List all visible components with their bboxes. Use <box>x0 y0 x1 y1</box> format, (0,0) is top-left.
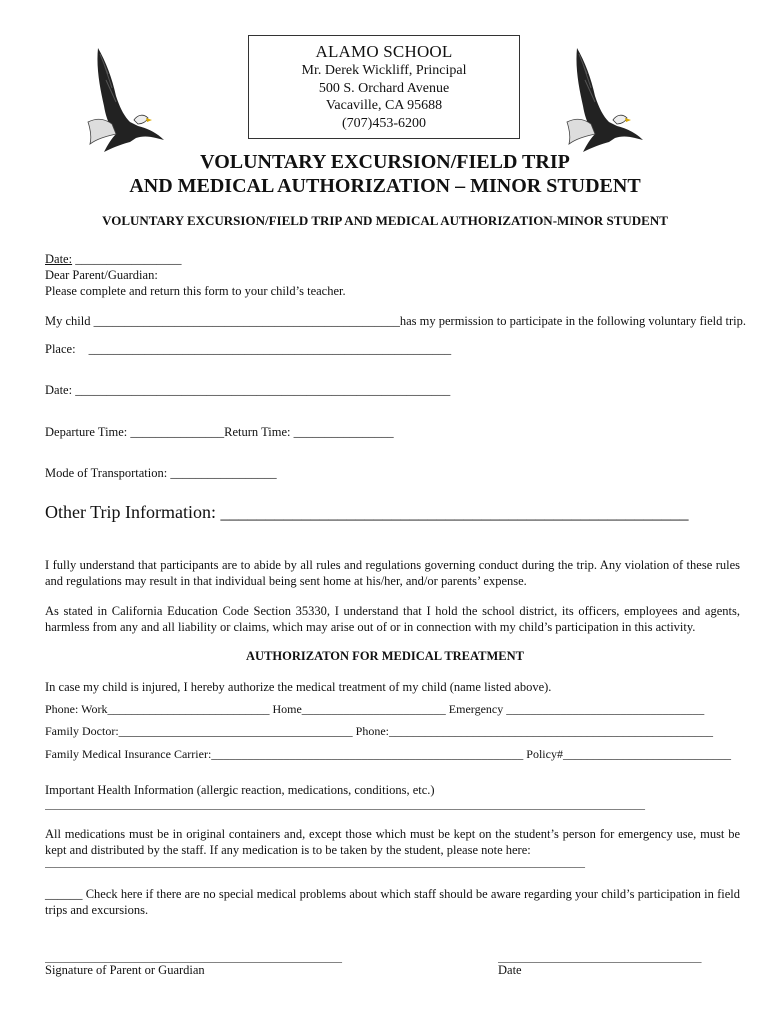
school-street: 500 S. Orchard Avenue <box>318 80 450 96</box>
signature-label: Signature of Parent or Guardian <box>45 963 205 977</box>
departure-time-field[interactable]: Departure Time: _______________Return Time: <box>45 425 291 439</box>
insurance-fields-row[interactable]: Family Medical Insurance Carrier:____________________________________________________ Policy#____________________________ <box>45 747 731 761</box>
medications-field[interactable]: ____________________________________________________________________________________________________________ <box>45 858 585 869</box>
transportation-field[interactable]: Mode of Transportation: _________________ <box>45 466 277 480</box>
education-code-paragraph: As stated in California Education Code Section 35330, I understand that I hold the school district, its officers, employees and agents, harmless from any and all liability or claims, which may arise out of or in connection with my child’s participation in this activity. <box>45 604 740 634</box>
doctor-fields-row[interactable]: Family Doctor:_______________________________________ Phone:______________________________________________________ <box>45 724 713 738</box>
trip-date-label: Date: <box>45 383 73 397</box>
rules-paragraph: I fully understand that participants are to abide by all rules and regulations governing conduct during the trip. Any violation of these rules and regulations may result in that individual being sent home at his/her, and/or parents’ expense. <box>45 558 740 588</box>
other-trip-info-field[interactable]: Other Trip Information: ____________________________________________________ <box>45 502 689 522</box>
trip-date-field[interactable]: ____________________________________________________________ <box>75 383 451 397</box>
health-info-field[interactable]: ________________________________________________________________________________________________________________________ <box>45 800 645 811</box>
trip-date-row <box>45 382 450 398</box>
return-time-field[interactable]: ________________ <box>293 425 394 439</box>
signature-line[interactable]: ______________________________________________________ <box>45 952 342 964</box>
place-label: Place: <box>45 342 76 356</box>
form-title-line2: AND MEDICAL AUTHORIZATION – MINOR STUDENT <box>129 175 641 197</box>
phone-fields-row[interactable]: Phone: Work___________________________ Home________________________ Emergency _________________________________ <box>45 702 705 716</box>
intro-date-field[interactable]: _________________ <box>75 252 182 266</box>
medications-paragraph: All medications must be in original containers and, except those which must be kept on the student’s person for emergency use, must be kept and distributed by the staff. If any medication is to be taken by the student, please note here: <box>45 827 740 857</box>
medical-heading: AUTHORIZATON FOR MEDICAL TREATMENT <box>246 649 524 663</box>
school-phone: (707)453-6200 <box>342 115 426 131</box>
signature-date-label: Date <box>498 963 522 977</box>
greeting: Dear Parent/Guardian: <box>45 268 158 282</box>
signature-date-line[interactable]: _____________________________________ <box>498 952 702 964</box>
eagle-icon <box>565 44 647 154</box>
child-permission-line[interactable]: My child _________________________________________________has my permission to participate in the following voluntary field trip. <box>45 314 746 328</box>
school-city: Vacaville, CA 95688 <box>325 98 443 113</box>
injury-authorization: In case my child is injured, I hereby authorize the medical treatment of my child (name listed above). <box>45 680 552 694</box>
no-medical-problems-checkbox[interactable]: ______ Check here if there are no special medical problems about which staff should be aware regarding your child’s participation in field trips and excursions. <box>45 887 740 917</box>
time-row <box>45 424 394 440</box>
eagle-icon <box>86 44 168 154</box>
intro-date-label: Date: <box>45 252 73 266</box>
place-row <box>45 341 451 357</box>
principal-name: Mr. Derek Wickliff, Principal <box>301 63 467 78</box>
form-title-line1: VOLUNTARY EXCURSION/FIELD TRIP <box>200 151 570 173</box>
intro-date <box>45 251 181 267</box>
health-info-label: Important Health Information (allergic reaction, medications, conditions, etc.) <box>45 783 435 797</box>
form-subtitle: VOLUNTARY EXCURSION/FIELD TRIP AND MEDICAL AUTHORIZATION-MINOR STUDENT <box>102 213 668 228</box>
school-name: ALAMO SCHOOL <box>315 42 453 61</box>
instruction: Please complete and return this form to your child’s teacher. <box>45 284 346 298</box>
letterhead-box <box>248 35 520 139</box>
place-field[interactable]: __________________________________________________________ <box>88 342 452 356</box>
